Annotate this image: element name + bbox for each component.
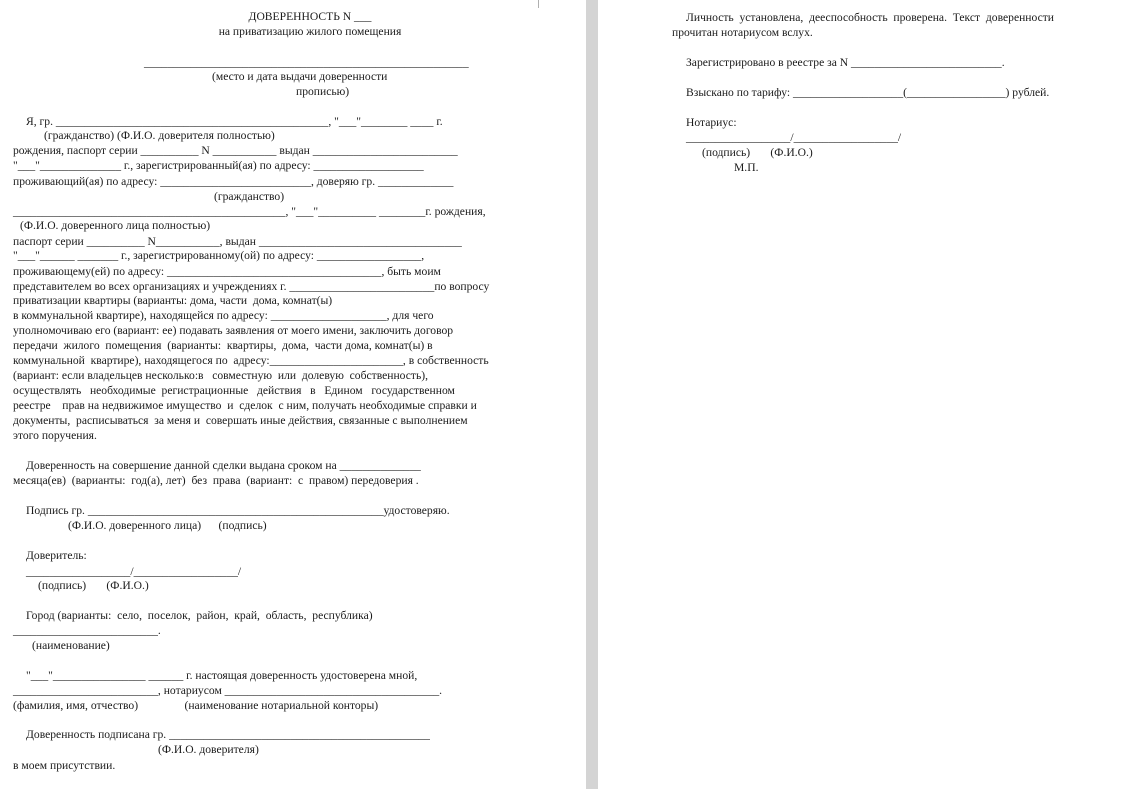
notary-line: _________________________, нотариусом _____________________________________. — [13, 684, 443, 697]
term-line: Доверенность на совершение данной сделки выдана сроком на ______________ — [26, 459, 421, 472]
fee-line: Взыскано по тарифу: ___________________(_________________) рублей. — [686, 86, 1050, 99]
body-caption: (гражданство) (Ф.И.О. доверителя полностью) — [44, 129, 275, 142]
document-subtitle: на приватизацию жилого помещения — [218, 25, 402, 38]
registry-line: Зарегистрировано в реестре за N __________________________. — [686, 56, 1005, 69]
city-caption: (наименование) — [32, 639, 110, 652]
body-line: документы, расписываться за меня и совершать иные действия, связанные с выполнением — [13, 414, 468, 427]
notary-signature-line: __________________/__________________/ — [686, 131, 902, 144]
page-corner-mark — [538, 0, 539, 8]
body-line: Я, гр. _______________________________________________, "___"________ ____ г. — [26, 115, 443, 128]
place-date-line: ________________________________________________________ — [144, 56, 469, 69]
city-line: Город (варианты: село, поселок, район, край, область, республика) — [26, 609, 373, 622]
term-line: месяца(ев) (варианты: год(а), лет) без права (вариант: с правом) передоверия . — [13, 474, 419, 487]
body-line: проживающему(ей) по адресу: _____________________________________, быть моим — [13, 265, 441, 278]
body-line: передачи жилого помещения (варианты: квартиры, дома, части дома, комнат(ы) в — [13, 339, 433, 352]
body-line: "___"______________ г., зарегистрированный(ая) по адресу: ___________________ — [13, 159, 424, 172]
notary-caption: (фамилия, имя, отчество) (наименование нотариальной конторы) — [13, 699, 379, 712]
signed-caption: (Ф.И.О. доверителя) — [158, 743, 259, 756]
principal-signature-line: __________________/__________________/ — [26, 565, 242, 578]
body-line: (вариант: если владельцев несколько:в совместную или долевую собственность), — [13, 369, 429, 382]
body-line: "___"______ _______ г., зарегистрированному(ой) по адресу: __________________, — [13, 249, 425, 262]
signature-caption: (Ф.И.О. доверенного лица) (подпись) — [68, 519, 267, 532]
signature-line: Подпись гр. ___________________________________________________удостоверяю. — [26, 504, 450, 517]
body-line: рождения, паспорт серии __________ N ___________ выдан _________________________ — [13, 144, 458, 157]
place-date-caption: (место и дата выдачи доверенности — [212, 70, 388, 83]
body-line: уполномочиваю его (вариант: ее) подавать заявления от моего имени, заключить договор — [13, 324, 454, 337]
principal-label: Доверитель: — [26, 549, 87, 562]
body-line: проживающий(ая) по адресу: __________________________, доверяю гр. _____________ — [13, 175, 454, 188]
document-page-right — [598, 0, 1137, 789]
body-caption: (Ф.И.О. доверенного лица полностью) — [20, 219, 211, 232]
body-line: коммунальной квартире), находящегося по адресу:_______________________, в собственность — [13, 354, 489, 367]
principal-caption: (подпись) (Ф.И.О.) — [38, 579, 149, 592]
notary-label: Нотариус: — [686, 116, 737, 129]
identity-line: прочитан нотариусом вслух. — [672, 26, 813, 39]
identity-line: Личность установлена, дееспособность проверена. Текст доверенности — [686, 11, 1055, 24]
notary-caption: (подпись) (Ф.И.О.) — [702, 146, 813, 159]
body-line: приватизации квартиры (варианты: дома, части дома, комнат(ы) — [13, 294, 333, 307]
city-line: _________________________. — [13, 624, 161, 637]
body-caption: (гражданство) — [214, 190, 285, 203]
page-gutter — [586, 0, 598, 789]
stamp-mark: М.П. — [734, 161, 759, 174]
body-line: этого поручения. — [13, 429, 97, 442]
document-title: ДОВЕРЕННОСТЬ N ___ — [248, 10, 372, 23]
body-line: осуществлять необходимые регистрационные действия в Едином государственном — [13, 384, 455, 397]
signed-line: Доверенность подписана гр. _____________________________________________ — [26, 728, 430, 741]
signed-line: в моем присутствии. — [13, 759, 116, 772]
body-line: паспорт серии __________ N___________, выдан ___________________________________ — [13, 235, 462, 248]
notary-line: "___"________________ ______ г. настоящая доверенность удостоверена мной, — [26, 669, 418, 682]
body-line: в коммунальной квартире), находящейся по адресу: ____________________, для чего — [13, 309, 434, 322]
place-date-caption: прописью) — [296, 85, 350, 98]
body-line: представителем во всех организациях и учреждениях г. _________________________по вопросу — [13, 280, 490, 293]
body-line: реестре прав на недвижимое имущество и сделок с ним, получать необходимые справки и — [13, 399, 477, 412]
body-line: _______________________________________________, "___"__________ ________г. рождения, — [13, 205, 486, 218]
